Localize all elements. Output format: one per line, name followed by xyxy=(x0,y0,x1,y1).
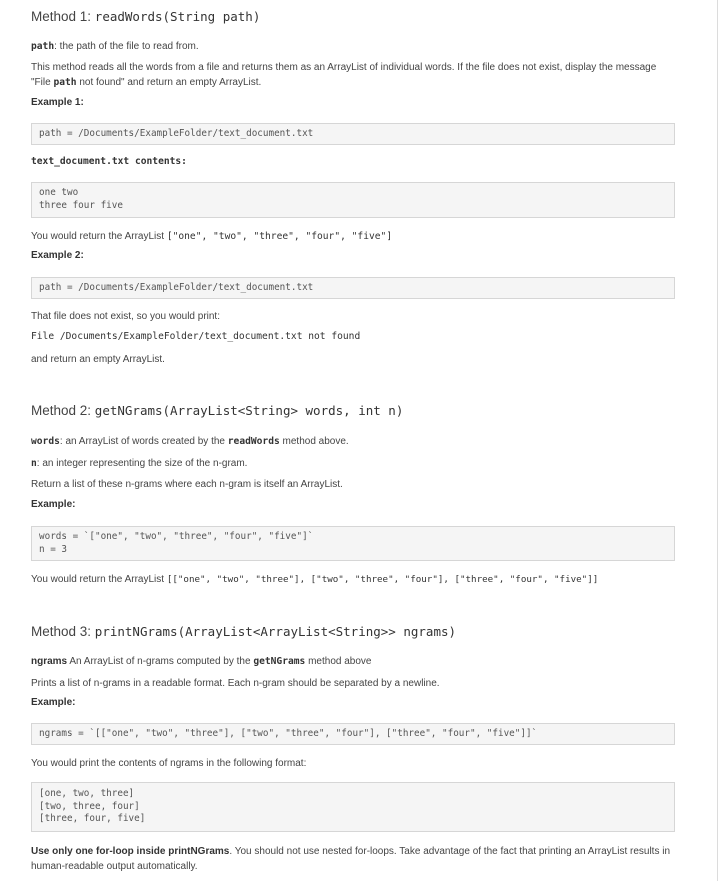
method1-example2-code: path = /Documents/ExampleFolder/text_document.txt xyxy=(31,277,675,299)
method1-example1-label: Example 1: xyxy=(31,97,84,108)
method1-description xyxy=(31,60,671,90)
param-name-words: words xyxy=(31,436,60,447)
method2-heading xyxy=(31,403,403,418)
method2-return-code: [["one", "two", "three"], ["two", "three", "four"], ["three", "four", "five"]] xyxy=(166,574,599,585)
method2-return-line xyxy=(31,572,691,587)
method1-return-code: ["one", "two", "three", "four", "five"] xyxy=(166,231,393,242)
param-name-n: n xyxy=(31,458,37,469)
method2-return-text: You would return the ArrayList xyxy=(31,574,167,585)
not-found-print-line: File /Documents/ExampleFolder/text_document.txt not found xyxy=(31,331,361,342)
method2-return-desc: Return a list of these n-grams where each n-gram is itself an ArrayList. xyxy=(31,479,343,490)
page-divider xyxy=(717,0,718,881)
file-contents-code: one two three four five xyxy=(31,182,675,218)
method1-desc-part-b: not found" and return an empty ArrayList. xyxy=(76,77,262,88)
method1-example1-code: path = /Documents/ExampleFolder/text_document.txt xyxy=(31,123,675,145)
empty-return-text: and return an empty ArrayList. xyxy=(31,354,165,365)
param-desc-words-a: : an ArrayList of words created by the xyxy=(59,436,228,447)
param-name-path: path xyxy=(31,41,55,52)
method3-note-bold: Use only one for-loop inside printNGrams xyxy=(31,846,230,857)
method2-param-n xyxy=(31,456,671,471)
contents-label: text_document.txt contents: xyxy=(31,156,187,167)
method3-note-rest: . You should not use nested for-loops. Take advantage of the fact that printing an ArrayList results in human-readable output automatically. xyxy=(31,846,671,872)
method1-desc-code: path xyxy=(53,77,77,88)
method3-heading-prefix: Method 3: xyxy=(31,624,95,639)
method1-return-text: You would return the ArrayList xyxy=(31,231,167,242)
param-desc-ngrams-b: method above xyxy=(305,656,372,667)
method3-example-label: Example: xyxy=(31,697,76,708)
method3-heading xyxy=(31,624,456,639)
param-name-ngrams: ngrams xyxy=(31,656,68,667)
method3-signature: printNGrams(ArrayList<ArrayList<String>> ngrams) xyxy=(94,624,457,639)
method3-output-code: [one, two, three] [two, three, four] [three, four, five] xyxy=(31,782,675,832)
method1-param-path xyxy=(31,39,671,54)
param-desc-ngrams-code: getNGrams xyxy=(253,656,306,667)
method3-param-ngrams xyxy=(31,654,671,669)
method1-return-line xyxy=(31,229,671,244)
method2-example-label: Example: xyxy=(31,499,76,510)
method1-example2-label: Example 2: xyxy=(31,250,84,261)
not-exist-text: That file does not exist, so you would print: xyxy=(31,311,220,322)
method2-example-code: words = `["one", "two", "three", "four", "five"]` n = 3 xyxy=(31,526,675,561)
param-desc-words-code: readWords xyxy=(227,436,280,447)
method3-print-contents-text: You would print the contents of ngrams in the following format: xyxy=(31,758,307,769)
method1-heading-prefix: Method 1: xyxy=(31,9,95,24)
method3-prints-desc: Prints a list of n-grams in a readable format. Each n-gram should be separated by a newline. xyxy=(31,678,440,689)
param-desc-n: : an integer representing the size of the n-gram. xyxy=(36,458,248,469)
method1-heading xyxy=(31,9,260,24)
method3-note xyxy=(31,844,671,874)
method2-param-words xyxy=(31,434,671,449)
method2-signature: getNGrams(ArrayList<String> words, int n) xyxy=(94,403,404,418)
param-desc-words-b: method above. xyxy=(279,436,349,447)
method3-example-code: ngrams = `[["one", "two", "three"], ["two", "three", "four"], ["three", "four", "five"]]` xyxy=(31,723,675,745)
param-desc-ngrams-a: An ArrayList of n-grams computed by the xyxy=(67,656,254,667)
method1-signature: readWords(String path) xyxy=(94,9,261,24)
method2-heading-prefix: Method 2: xyxy=(31,403,95,418)
param-desc-path: : the path of the file to read from. xyxy=(54,41,199,52)
method1-desc-part-a: This method reads all the words from a file and returns them as an ArrayList of individual words. If the file does not exist, display the message "File xyxy=(31,62,657,88)
